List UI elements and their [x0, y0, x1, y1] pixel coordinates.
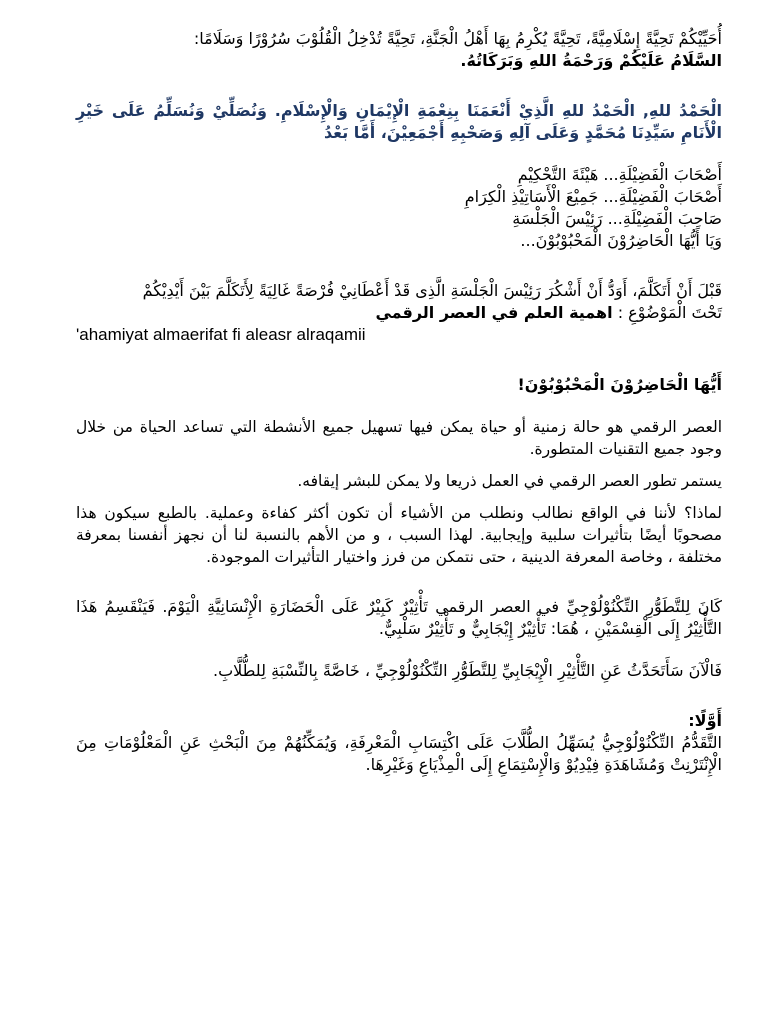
paragraph-positive-impact: فَالْآنَ سَأَتَحَدَّثُ عَنِ التَّأْثِيْرِ الْإِيْجَابِيِّ لِلتَّطَوُّرِ التِّكْنُوْلُوْجِيِّ ، خَاصَّةً بِالنِّسْبَةِ لِلطُّلَّابِ. — [212, 661, 722, 680]
greeting-line: أُحَيِّيْكُمْ تَحِيَّةً إِسْلَامِيَّةً، تَحِيَّةً يُكْرِمُ بِهَا أَهْلُ الْجَنَّةِ، تَحِيَّةً تُدْخِلُ الْقُلُوْبَ سُرُوْرًا وَسَلَامًا: — [193, 29, 722, 48]
paragraph-digital-age: العصر الرقمي هو حالة زمنية أو حياة يمكن فيها تسهيل جميع الأنشطة التي تساعد الحياة من خلال وجود جميع التقنيات المتطورة. — [76, 418, 722, 458]
addressee-line: أَصْحَابَ الْفَضِيْلَةِ... جَمِيْعَ الْأَسَاتِيْذِ الْكِرَامِ — [464, 187, 722, 206]
paragraph-continuing-development: يستمر تطور العصر الرقمي في العمل ذريعا ولا يمكن للبشر إيقافه. — [297, 472, 722, 490]
audience-call: أَيُّهَا الْحَاضِرُوْنَ الْمَحْبُوْبُوْنَ! — [517, 375, 722, 394]
paragraph-first-point: التَّقَدُّمُ التِّكْنُوْلُوْجِيُّ يُسَهِّلُ الطُّلَّابَ عَلَى اكْتِسَابِ الْمَعْرِفَةِ، وَيُمَكِّنُهُمْ مِنَ الْبَحْثِ عَنِ الْمَعْلُوْمَاتِ مِنَ الْإِنْتَرْنِتْ وَمُشَاهَدَةِ فِيْدِيُوْ وَالْإِسْتِمَاعِ إِلَى الْمِذْيَاعِ وَغَيْرِهَا. — [76, 733, 722, 774]
addressee-line: أَصْحَابَ الْفَضِيْلَةِ... هَيْئَةَ التَّحْكِيْمِ — [517, 165, 722, 184]
topic-transliteration: 'ahamiyat almaerifat fi aleasr alraqamii — [76, 325, 366, 344]
addressee-line: وَيَا أَيُّهَا الْحَاضِرُوْنَ الْمَحْبُوْبُوْنَ... — [520, 231, 722, 250]
topic-prefix: تَحْتَ الْمَوْضُوْعِ : — [617, 303, 722, 322]
intro-line: قَبْلَ أَنْ أَتَكَلَّمَ، أَوَدُّ أَنْ أَشْكُرَ رَئِيْسَ الْجَلْسَةِ الَّذِى قَدْ أَعْطَانِيْ فُرْصَةً غَالِيَةً لِأَتَكَلَّمَ بَيْنَ أَيْدِيْكُمْ — [142, 281, 722, 300]
topic-line — [76, 302, 722, 324]
section-heading-first: أَوَّلًا: — [688, 711, 722, 730]
paragraph-technology-impact: كَانَ لِلتَّطَوُّرِ التِّكْنُوْلُوْجِيِّ في العصر الرقمي تَأْثِيْرٌ كَبِيْرٌ عَلَى الْحَضَارَةِ الْإِنْسَانِيَّةِ الْيَوْمَ. فَيَنْقَسِمُ هَذَا التَّأْثِيْرُ إِلَى الْقِسْمَيْنِ ، هُمَا: تَأْثِيْرٌ إِيْجَابِيٌّ و تَأْثِيْرٌ سَلْبِيٌّ. — [76, 597, 722, 638]
topic-title: اهمية العلم في العصر الرقمي — [375, 303, 613, 322]
addressee-line: صَاحِبَ الْفَضِيْلَةِ... رَئِيْسَ الْجَلْسَةِ — [512, 209, 722, 228]
hamdalah-paragraph: الْحَمْدُ للهِ, الْحَمْدُ للهِ الَّذِيْ أَنْعَمَنَا بِنِعْمَةِ الْإِيْمَانِ وَالْإِسْلَامِ. وَنُصَلِّيْ وَنُسَلِّمُ عَلَى خَيْرِ الْأَنَامِ سَيِّدِنَا مُحَمَّدٍ وَعَلَى آلِهِ وَصَحْبِهِ أَجْمَعِيْنَ، أَمَّا بَعْدُ — [76, 101, 722, 142]
paragraph-why: لماذا؟ لأننا في الواقع نطالب ونطلب من الأشياء أن تكون أكثر كفاءة وعملية. بالطبع سيكون هذا مصحوبًا أيضًا بتأثيرات سلبية وإيجابية. لهذا السبب ، و من الأهم بالنسبة لنا أن نجهز أنفسنا بمعرفة مختلفة ، وخاصة المعرفة الدينية ، حتى نتمكن من فرز واختيار التأثيرات الموجودة. — [76, 504, 722, 566]
addressees-list — [76, 164, 722, 252]
salam-line: السَّلَامُ عَلَيْكُمْ وَرَحْمَةُ اللهِ وَبَرَكَاتُهُ. — [460, 51, 722, 70]
